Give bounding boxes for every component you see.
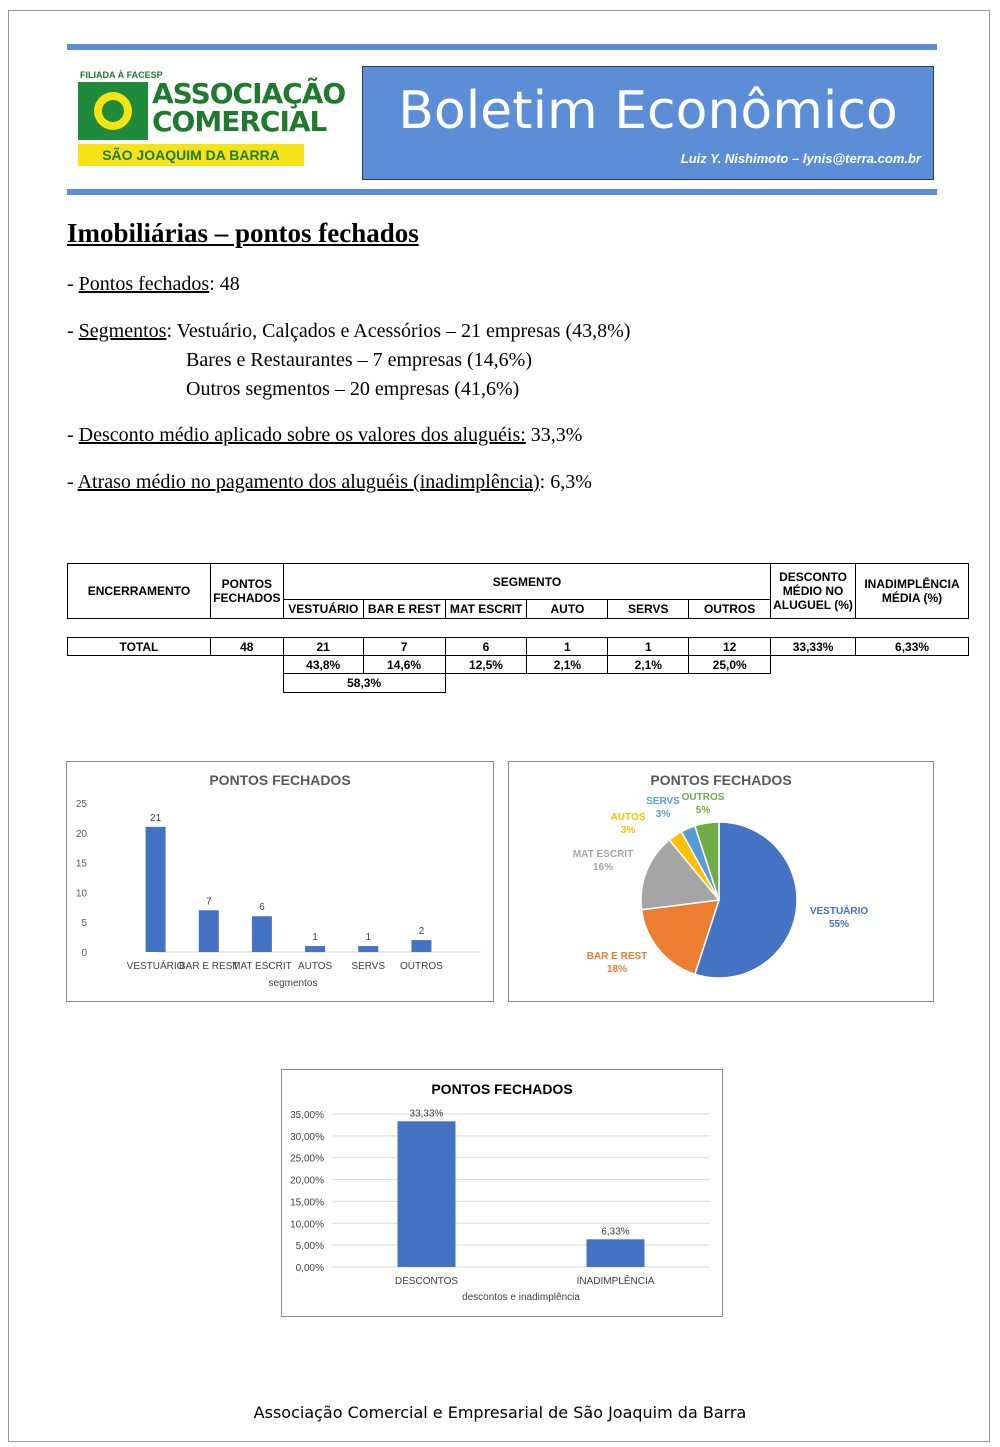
y-tick-label: 20,00% xyxy=(290,1175,324,1187)
item-atraso-value: : 6,3% xyxy=(539,471,592,493)
total-segment: 1 xyxy=(527,638,608,656)
pct-cell: 2,1% xyxy=(527,656,608,674)
total-segment: 1 xyxy=(608,638,689,656)
logo-emblem-icon xyxy=(78,82,148,140)
pct-cell: 25,0% xyxy=(689,656,771,674)
y-tick-label: 15,00% xyxy=(290,1197,324,1209)
total-pontos: 48 xyxy=(210,638,283,656)
item-segmentos: - Segmentos: Vestuário, Calçados e Acessórios – 21 empresas (43,8%) xyxy=(67,320,631,342)
item-desconto-value: 33,3% xyxy=(525,424,583,446)
total-desconto: 33,33% xyxy=(771,638,856,656)
x-tick-label: SERVS xyxy=(351,961,386,972)
segment-line-outros: Outros segmentos – 20 empresas (41,6%) xyxy=(186,378,520,400)
slice-label: AUTOS xyxy=(610,812,646,823)
x-tick-label: INADIMPLÊNCIA xyxy=(576,1276,655,1287)
summary-table-total xyxy=(67,637,969,693)
y-tick-label: 10 xyxy=(75,888,87,900)
data-label: 1 xyxy=(365,932,372,944)
slice-value: 5% xyxy=(695,805,711,816)
item-atraso-label: Atraso médio no pagamento dos aluguéis (inadimplência) xyxy=(77,471,540,493)
item-pontos-value: : 48 xyxy=(209,273,240,295)
pct-cell: 14,6% xyxy=(363,656,445,674)
item-pontos-label: Pontos fechados xyxy=(78,273,210,295)
total-segment: 21 xyxy=(283,638,363,656)
chart-pie-segments-svg xyxy=(509,762,933,1001)
logo-filiada-text: FILIADA À FACESP xyxy=(80,70,163,80)
y-tick-label: 25,00% xyxy=(290,1153,324,1165)
data-label: 6,33% xyxy=(601,1226,630,1238)
y-tick-label: 30,00% xyxy=(290,1131,324,1143)
slice-value: 3% xyxy=(655,809,671,820)
y-tick-label: 5 xyxy=(81,918,87,930)
slice-value: 55% xyxy=(828,919,850,930)
x-tick-label: AUTOS xyxy=(297,961,333,972)
x-tick-label: BAR E REST xyxy=(179,961,239,972)
x-tick-label: VESTUÁRIO xyxy=(126,961,185,972)
footer-text: Associação Comercial e Empresarial de São Joaquim da Barra xyxy=(253,1403,747,1422)
y-tick-label: 0,00% xyxy=(295,1263,324,1274)
chart-title: PONTOS FECHADOS xyxy=(209,772,351,788)
total-label: TOTAL xyxy=(68,638,211,656)
chart-title: PONTOS FECHADOS xyxy=(431,1081,573,1097)
item-atraso: - Atraso médio no pagamento dos aluguéis (inadimplência): 6,3% xyxy=(67,471,592,493)
chart-bar-desconto xyxy=(281,1069,723,1317)
bar xyxy=(305,946,325,952)
pct-cell: 43,8% xyxy=(283,656,363,674)
bar xyxy=(587,1239,645,1267)
slice-label: OUTROS xyxy=(681,792,725,803)
pct-cell: 12,5% xyxy=(445,656,527,674)
bar xyxy=(398,1121,456,1267)
bar xyxy=(199,910,219,952)
logo-line1: ASSOCIAÇÃO xyxy=(152,77,346,110)
section-heading: Imobiliárias – pontos fechados xyxy=(67,218,419,248)
total-inadimplencia: 6,33% xyxy=(856,638,969,656)
th-pontos: PONTOS FECHADOS xyxy=(210,564,283,619)
slice-label: BAR E REST xyxy=(586,951,648,962)
item-desconto-label: Desconto médio aplicado sobre os valores dos aluguéis: xyxy=(78,424,526,446)
th-segment: BAR E REST xyxy=(363,600,445,619)
segment-line-bares: Bares e Restaurantes – 7 empresas (14,6%) xyxy=(186,349,532,371)
y-tick-label: 35,00% xyxy=(290,1110,324,1121)
item-desconto: - Desconto médio aplicado sobre os valores dos aluguéis: 33,3% xyxy=(67,424,583,446)
bar xyxy=(358,946,378,952)
y-tick-label: 15 xyxy=(75,858,87,870)
y-tick-label: 10,00% xyxy=(290,1219,324,1231)
th-segment: SERVS xyxy=(608,600,689,619)
data-label: 6 xyxy=(259,902,265,914)
author-line: Luiz Y. Nishimoto – lynis@terra.com.br xyxy=(680,151,921,166)
th-segment: VESTUÁRIO xyxy=(283,600,363,619)
bar xyxy=(146,827,166,952)
association-logo xyxy=(78,70,346,168)
th-segment: AUTO xyxy=(527,600,608,619)
y-tick-label: 25 xyxy=(75,799,87,810)
summary-table-header xyxy=(67,563,969,619)
data-label: 2 xyxy=(418,926,425,938)
item-segmentos-value: : Vestuário, Calçados e Acessórios – 21 empresas (43,8%) xyxy=(166,320,631,342)
chart-pie-segments xyxy=(508,761,934,1002)
slice-label: SERVS xyxy=(646,796,680,807)
slice-label: VESTUÁRIO xyxy=(809,906,869,917)
data-label: 21 xyxy=(150,812,162,824)
slice-value: 3% xyxy=(620,825,636,836)
slice-value: 18% xyxy=(606,964,628,975)
pct-group-cell: 58,3% xyxy=(283,674,445,693)
total-segment: 6 xyxy=(445,638,527,656)
y-tick-label: 5,00% xyxy=(295,1241,324,1253)
bar xyxy=(252,916,272,952)
x-tick-label: OUTROS xyxy=(400,961,443,972)
header-bottom-rule xyxy=(67,189,937,195)
title-box xyxy=(362,66,934,180)
th-segment: MAT ESCRIT xyxy=(445,600,527,619)
x-tick-label: MAT ESCRIT xyxy=(232,961,292,972)
pct-cell: 2,1% xyxy=(608,656,689,674)
total-segment: 12 xyxy=(689,638,771,656)
th-encerramento: ENCERRAMENTO xyxy=(68,564,211,619)
y-tick-label: 20 xyxy=(75,828,87,840)
total-segment: 7 xyxy=(363,638,445,656)
chart-bar-segments-svg xyxy=(67,762,493,1001)
data-label: 7 xyxy=(205,896,212,908)
slice-label: MAT ESCRIT xyxy=(572,849,634,860)
data-label: 1 xyxy=(312,932,318,944)
bar xyxy=(411,940,431,952)
logo-line2: COMERCIAL xyxy=(152,105,327,138)
item-segmentos-label: Segmentos xyxy=(78,320,167,342)
x-tick-label: DESCONTOS xyxy=(394,1276,459,1287)
header-top-rule xyxy=(67,44,937,50)
y-tick-label: 0 xyxy=(81,948,87,959)
th-segmento: SEGMENTO xyxy=(283,564,770,600)
chart-bar-desconto-svg xyxy=(282,1070,722,1316)
x-axis-title: segmentos xyxy=(268,978,318,989)
page-title: Boletim Econômico xyxy=(398,81,898,141)
chart-bar-segments xyxy=(66,761,494,1002)
th-desconto: DESCONTO MÉDIO NO ALUGUEL (%) xyxy=(771,564,856,619)
chart-title: PONTOS FECHADOS xyxy=(650,772,792,788)
item-pontos: - Pontos fechados: 48 xyxy=(67,273,240,295)
x-axis-title: descontos e inadimplência xyxy=(462,1292,580,1303)
data-label: 33,33% xyxy=(409,1108,444,1120)
slice-value: 16% xyxy=(592,862,614,873)
logo-subtitle: SÃO JOAQUIM DA BARRA xyxy=(78,144,304,166)
th-inadimplencia: INADIMPLÊNCIA MÉDIA (%) xyxy=(856,564,969,619)
th-segment: OUTROS xyxy=(689,600,771,619)
